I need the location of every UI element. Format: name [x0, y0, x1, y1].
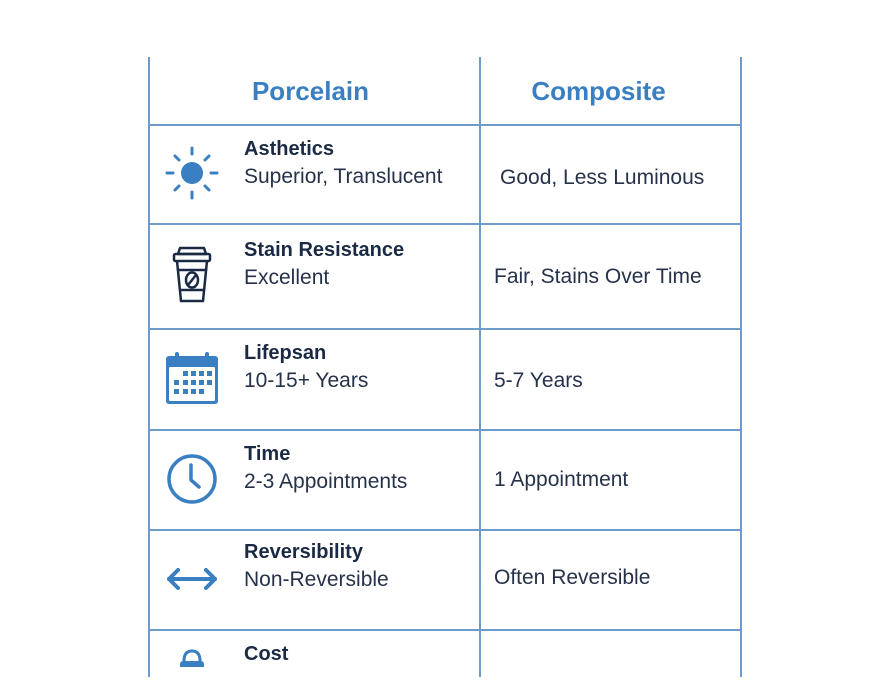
sun-icon [162, 143, 222, 203]
composite-value: 1 Appointment [494, 468, 629, 491]
cost-bag-icon [162, 647, 222, 687]
row-title: Asthetics [244, 138, 335, 160]
composite-value: Fair, Stains Over Time [494, 265, 702, 288]
row-title: Cost [244, 643, 289, 665]
clock-icon [162, 449, 222, 509]
table-row [148, 431, 742, 529]
table-row [148, 330, 742, 429]
composite-value: Often Reversible [494, 566, 651, 589]
table-row [148, 631, 742, 671]
header-composite: Composite [531, 75, 666, 106]
row-title: Time [244, 443, 291, 465]
table-row [148, 126, 742, 223]
porcelain-value: Superior, Translucent [244, 165, 443, 188]
composite-value: Good, Less Luminous [500, 166, 705, 189]
porcelain-value: 2-3 Appointments [244, 470, 408, 493]
double-arrow-icon [162, 549, 222, 609]
row-title: Reversibility [244, 541, 363, 563]
calendar-icon [162, 348, 222, 408]
table-row [148, 531, 742, 629]
porcelain-value: Excellent [244, 266, 330, 289]
table-row [148, 225, 742, 328]
porcelain-value: Non-Reversible [244, 568, 389, 591]
coffee-cup-icon [162, 245, 222, 305]
row-title: Stain Resistance [244, 239, 405, 261]
header-porcelain: Porcelain [251, 75, 370, 106]
porcelain-value: 10-15+ Years [244, 369, 369, 392]
row-title: Lifepsan [244, 342, 327, 364]
composite-value: 5-7 Years [494, 369, 583, 392]
